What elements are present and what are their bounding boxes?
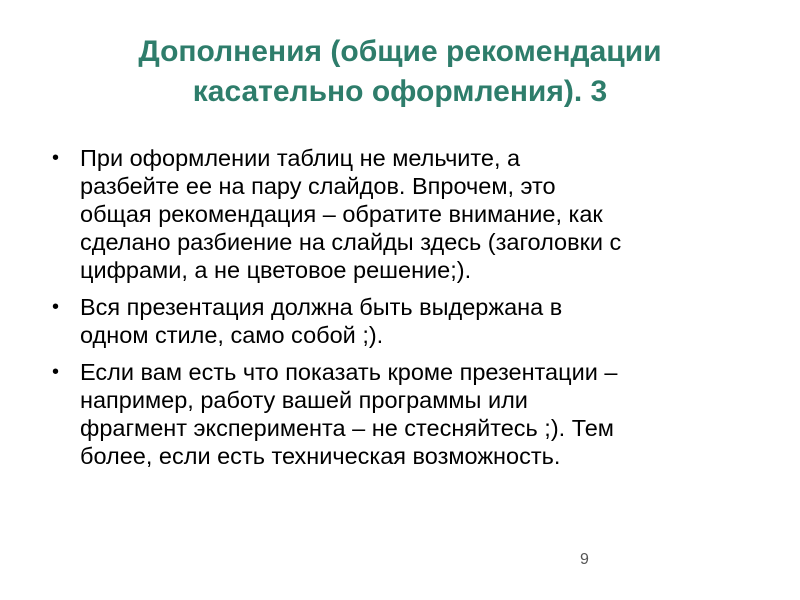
bullet-text-line: цифрами, а не цветовое решение;). [80,257,472,283]
slide-title [40,32,760,112]
bullet-text-line: разбейте ее на пару слайдов. Впрочем, это [80,173,556,199]
bullet-text-line: сделано разбиение на слайды здесь (заголовки с [80,229,622,255]
bullet-text-line: фрагмент эксперимента – не стесняйтесь ;). Тем [80,415,614,441]
bullet-item [44,144,764,284]
bullet-text-line: Вся презентация должна быть выдержана в [80,294,563,320]
bullet-text-line: общая рекомендация – обратите внимание, как [80,201,603,227]
bullet-marker: • [52,361,60,383]
slide-title-line: Дополнения (общие рекомендации [138,35,662,68]
bullet-text-line: например, работу вашей программы или [80,387,528,413]
bullet-item [44,358,764,470]
bullet-text-line: одном стиле, само собой ;). [80,322,384,348]
bullet-item [44,293,764,349]
bullet-text-line: При оформлении таблиц не мельчите, а [80,145,521,171]
slide-title-line: касательно оформления). 3 [192,75,608,108]
bullet-list [44,144,764,479]
page-number: 9 [580,551,589,568]
bullet-marker: • [52,147,60,169]
bullet-text-line: Если вам есть что показать кроме презентации – [80,359,618,385]
bullet-text-line: более, если есть техническая возможность. [80,443,561,469]
bullet-marker: • [52,296,60,318]
